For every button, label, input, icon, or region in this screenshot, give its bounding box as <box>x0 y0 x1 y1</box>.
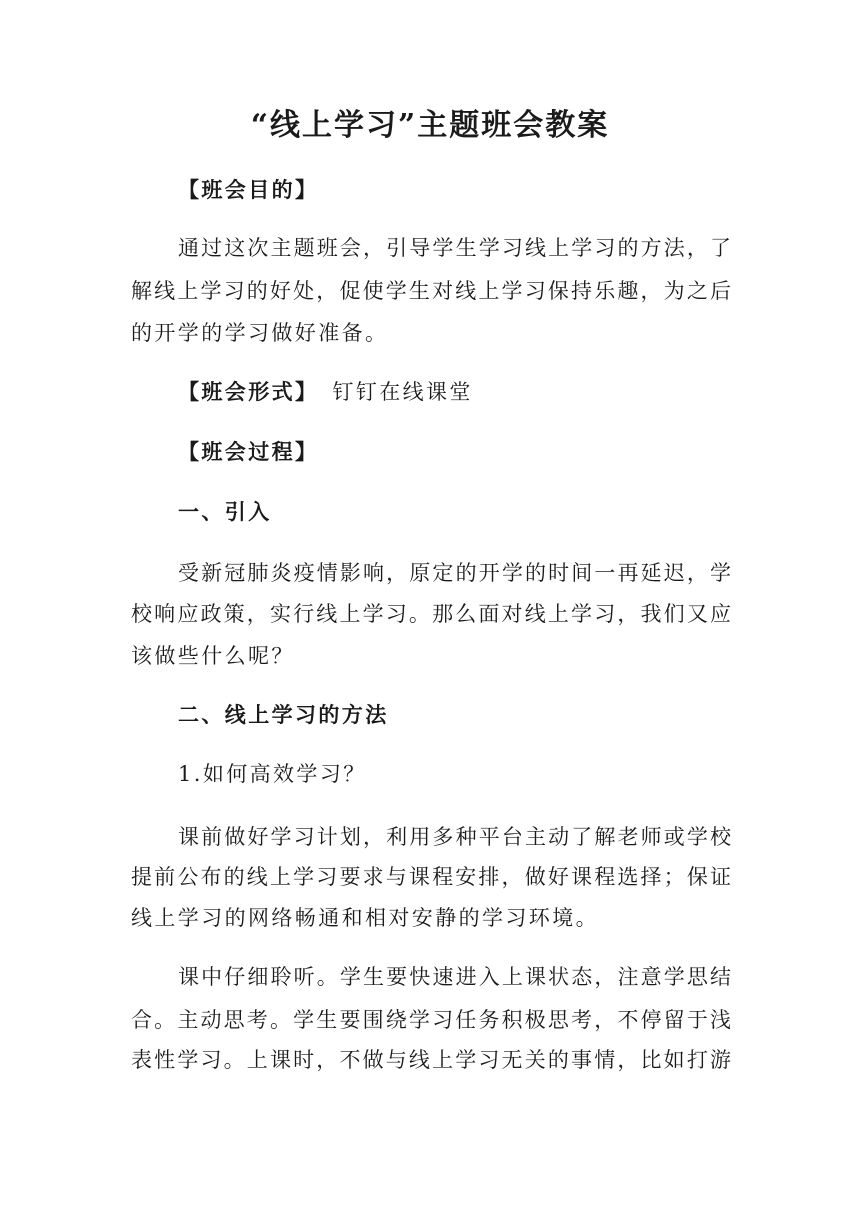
para2-line-1: 课中仔细聆听。学生要快速进入上课状态，注意学思结 <box>178 965 731 989</box>
section1-line-1: 受新冠肺炎疫情影响，原定的开学的时间一再延迟，学 <box>178 561 731 585</box>
para2-line-2: 合。主动思考。学生要围绕学习任务积极思考，不停留于浅 <box>131 1008 731 1032</box>
purpose-line-3: 的开学的学习做好准备。 <box>131 321 389 345</box>
purpose-line-1: 通过这次主题班会，引导学生学习线上学习的方法，了 <box>178 236 731 260</box>
para1-line-3: 线上学习的网络畅通和相对安静的学习环境。 <box>131 906 599 930</box>
para1-line-2: 提前公布的线上学习要求与课程安排，做好课程选择；保证 <box>131 865 731 889</box>
para1-line-1: 课前做好学习计划，利用多种平台主动了解老师或学校 <box>178 825 731 849</box>
form-line <box>178 377 731 407</box>
process-heading: 【班会过程】 <box>178 439 319 464</box>
section2-heading: 二、线上学习的方法 <box>178 702 389 727</box>
purpose-heading: 【班会目的】 <box>178 177 319 202</box>
para2-line-3: 表性学习。上课时，不做与线上学习无关的事情，比如打游 <box>131 1048 731 1072</box>
document-title: “线上学习”主题班会教案 <box>250 108 610 143</box>
form-value: 钉钉在线课堂 <box>332 380 473 404</box>
section1-line-2: 校响应政策，实行线上学习。那么面对线上学习，我们又应 <box>131 602 731 626</box>
section1-line-3: 该做些什么呢？ <box>131 644 295 668</box>
sub1-heading: 1.如何高效学习？ <box>178 762 367 786</box>
purpose-line-2: 解线上学习的好处，促使学生对线上学习保持乐趣，为之后 <box>131 279 731 303</box>
section1-heading: 一、引入 <box>178 499 272 524</box>
form-heading: 【班会形式】 <box>178 379 319 404</box>
